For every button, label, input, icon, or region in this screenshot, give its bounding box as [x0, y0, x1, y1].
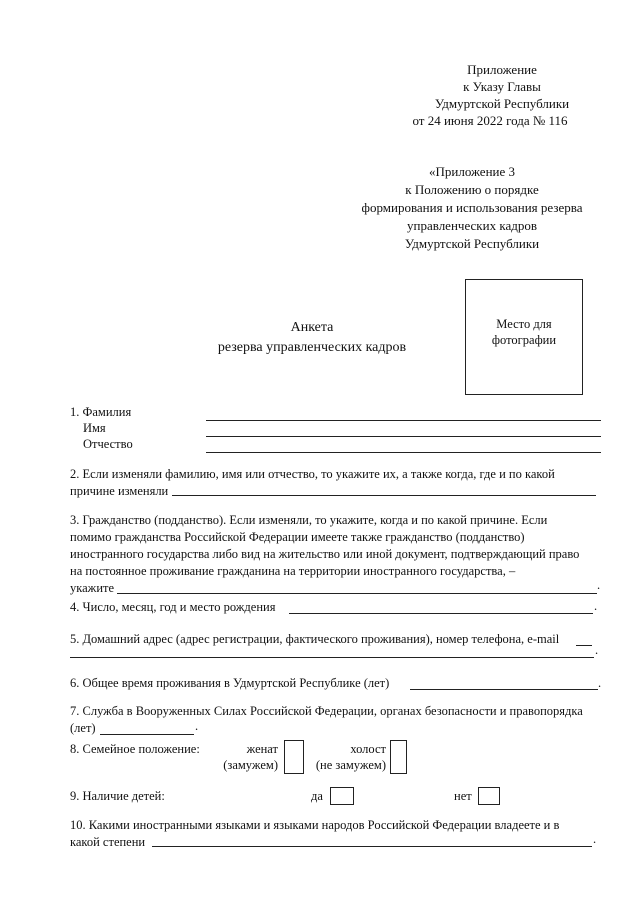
children-yes-label: да: [311, 789, 323, 803]
children-yes-checkbox[interactable]: [330, 787, 354, 805]
q2-line-1: 2. Если изменяли фамилию, имя или отчество, то укажите их, а также когда, где и по какой: [70, 467, 555, 481]
patronymic-field[interactable]: [206, 452, 601, 453]
languages-field[interactable]: [152, 846, 592, 847]
married-f-text: (замужем): [223, 758, 278, 772]
single-checkbox[interactable]: [390, 740, 407, 774]
surname-field[interactable]: [206, 420, 601, 421]
form-title: [192, 318, 432, 358]
q7-line-1: 7. Служба в Вооруженных Силах Российской Федерации, органах безопасности и правопорядка: [70, 704, 583, 718]
q3-line-4: на постоянное проживание гражданина на территории иностранного государства, –: [70, 564, 516, 578]
q3-line-1: 3. Гражданство (подданство). Если изменяли, то укажите, когда и по какой причине. Если: [70, 513, 548, 527]
single-text: холост: [350, 742, 386, 756]
q3-text: [70, 512, 602, 597]
appendix-line: управленческих кадров: [407, 218, 537, 233]
photo-label-2: фотографии: [491, 333, 557, 347]
q6-label: 6. Общее время проживания в Удмуртской Республике (лет): [70, 676, 390, 690]
q7-period: .: [195, 719, 199, 733]
q5-period: .: [595, 643, 599, 657]
annex-line: Удмуртской Республики: [434, 96, 570, 111]
q10-period: .: [593, 832, 597, 846]
email-field[interactable]: [576, 645, 592, 646]
q5-label: 5. Домашний адрес (адрес регистрации, фактического проживания), номер телефона, e-mail: [70, 632, 560, 646]
q10-line-2: какой степени: [70, 835, 146, 849]
photo-placeholder: [465, 279, 583, 395]
children-no-checkbox[interactable]: [478, 787, 500, 805]
married-text: женат: [246, 742, 278, 756]
annex-line: Приложение: [467, 62, 537, 77]
residence-years-field[interactable]: [410, 689, 598, 690]
annex-block: [380, 61, 600, 129]
q6-period: .: [598, 676, 602, 690]
single-label: [308, 741, 386, 773]
q3-line-5: укажите: [70, 581, 115, 595]
q3-line-2: помимо гражданства Российской Федерации имеете также гражданство (подданство): [70, 530, 525, 544]
address-field[interactable]: [70, 657, 594, 658]
q1-patronymic-label: Отчество: [83, 437, 133, 451]
appendix-line: формирования и использования резерва: [361, 200, 583, 215]
q3-line-3: иностранного государства либо вид на жительство или иной документ, подтверждающий право: [70, 547, 580, 561]
q8-label: 8. Семейное положение:: [70, 742, 200, 756]
appendix-line: к Положению о порядке: [405, 182, 539, 197]
q1-surname-label: 1. Фамилия: [70, 405, 132, 419]
children-no-label: нет: [454, 789, 472, 803]
appendix-line: Удмуртской Республики: [404, 236, 540, 251]
birth-date-place-field[interactable]: [289, 613, 593, 614]
married-checkbox[interactable]: [284, 740, 304, 774]
q3-period: .: [597, 578, 601, 592]
photo-label-1: Место для: [496, 317, 552, 331]
q1-name-label: Имя: [83, 421, 106, 435]
appendix-line: «Приложение 3: [428, 164, 516, 179]
service-years-field[interactable]: [100, 734, 194, 735]
single-f-text: (не замужем): [315, 758, 386, 772]
q7-text: [70, 703, 602, 737]
q7-line-2: (лет): [70, 721, 96, 735]
q2-line-2: причине изменяли: [70, 484, 169, 498]
q10-line-1: 10. Какими иностранными языками и языками народов Российской Федерации владеете и в: [70, 818, 560, 832]
q9-label: 9. Наличие детей:: [70, 789, 165, 803]
q3-field[interactable]: [117, 593, 597, 594]
title-line-1: Анкета: [290, 320, 334, 335]
appendix-block: [332, 163, 612, 253]
name-field[interactable]: [206, 436, 601, 437]
annex-line: от 24 июня 2022 года № 116: [412, 113, 568, 128]
q4-label: 4. Число, месяц, год и место рождения: [70, 600, 276, 614]
title-line-2: резерва управленческих кадров: [217, 340, 407, 355]
annex-line: к Указу Главы: [463, 79, 541, 94]
married-label: [218, 741, 278, 773]
q2-field[interactable]: [172, 495, 596, 496]
q4-period: .: [594, 599, 598, 613]
